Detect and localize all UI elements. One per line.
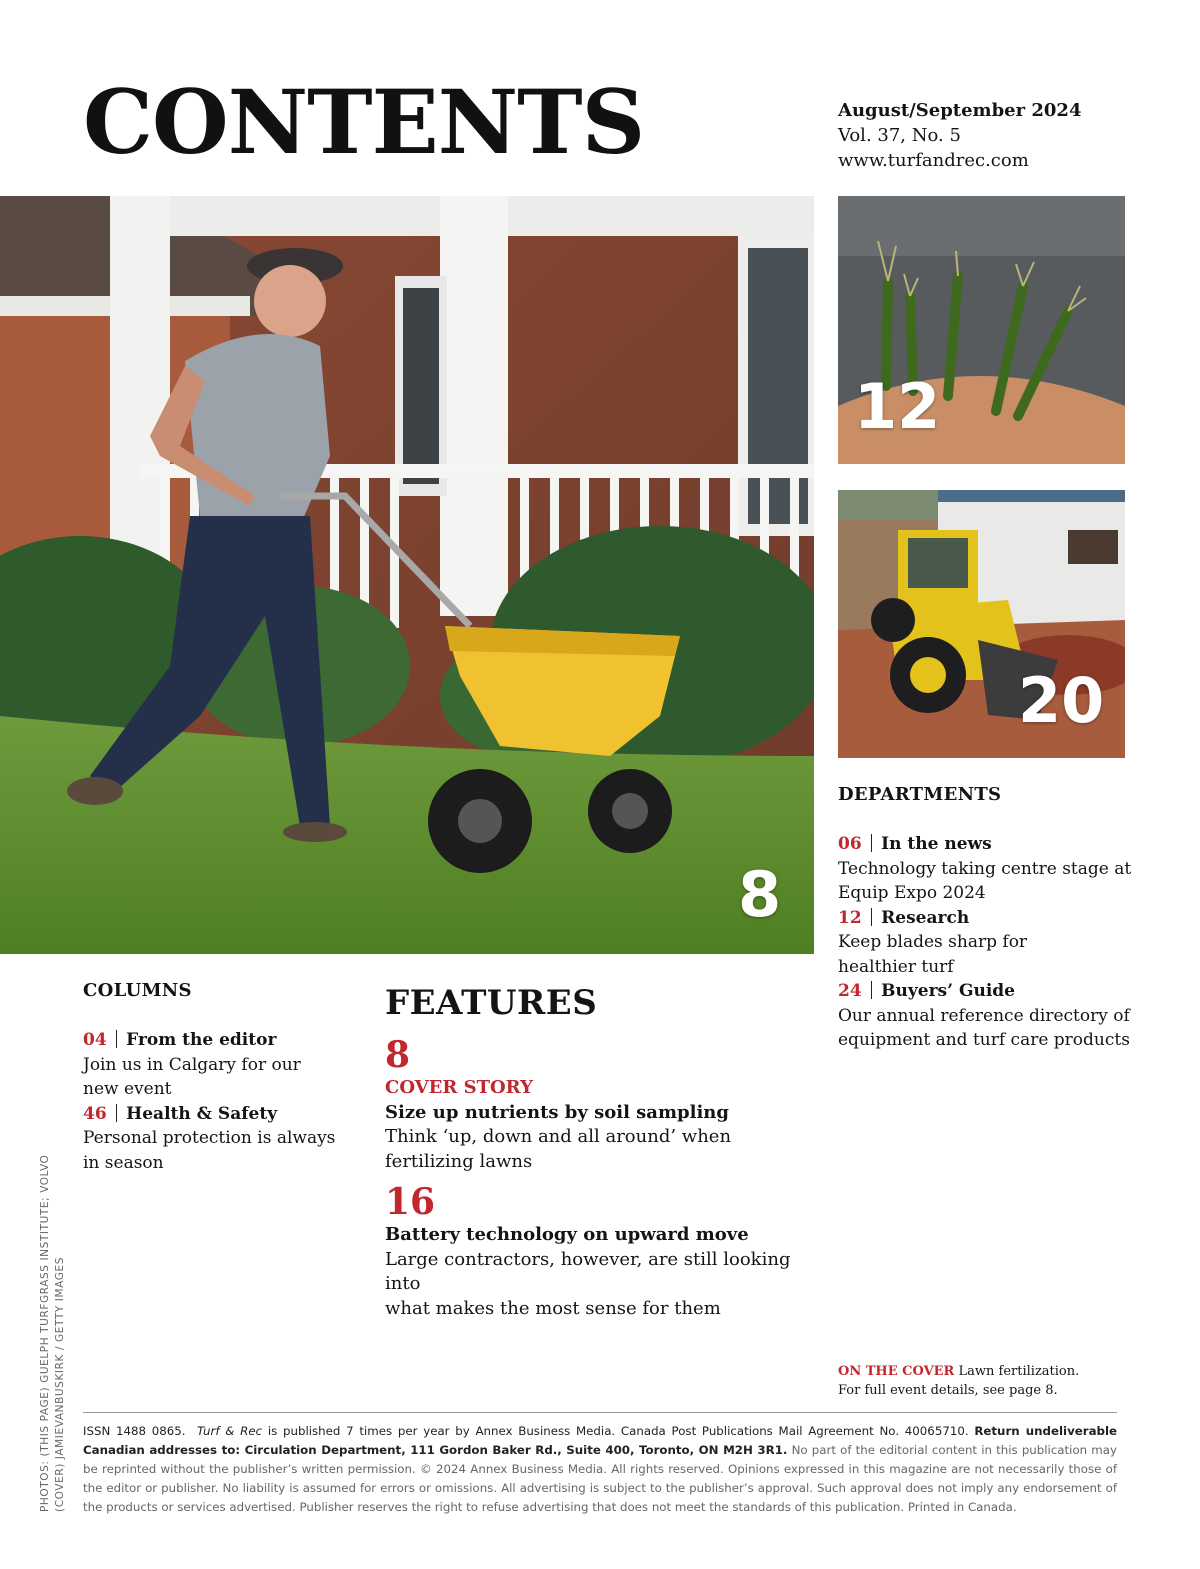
department-item[interactable]: [838, 906, 1138, 980]
disclaimer: No part of the editorial content in this publication may be reprinted without the publisher’s written permission. © 2024 Annex Business Media. All rights reserved. Opinions expressed in this magazine are not necessarily those of the editor or publisher. No liability is assumed for errors or omissions. All advertising is subject to the publisher’s approval. Such approval does not imply any endorsement of the products or services advertised. Publisher reserves the right to refuse advertising that does not meet the standards of this publication. Printed in Canada.: [83, 1443, 1118, 1514]
department-page: 24: [838, 981, 862, 1001]
divider: [116, 1104, 118, 1122]
feature-page: 16: [385, 1181, 436, 1223]
publication-info: is published 7 times per year by Annex Business Media. Canada Post Publications Mail Agreement No. 40065710.: [267, 1424, 969, 1438]
columns-heading: COLUMNS: [83, 980, 192, 1001]
feature-kicker: COVER STORY: [385, 1077, 533, 1098]
grass-photo-page-number: 12: [854, 370, 941, 443]
feature-item[interactable]: [385, 1181, 825, 1321]
column-item[interactable]: [83, 1028, 363, 1102]
feature-title: Size up nutrients by soil sampling: [385, 1101, 729, 1123]
column-page: 04: [83, 1030, 107, 1050]
department-desc: healthier turf: [838, 956, 954, 977]
feature-title: Battery technology on upward move: [385, 1224, 749, 1245]
department-item[interactable]: [838, 832, 1138, 906]
issue-volume: Vol. 37, No. 5: [838, 125, 961, 146]
cover-note-text: For full event details, see page 8.: [838, 1383, 1058, 1398]
departments-list: [838, 832, 1138, 1053]
column-desc: new event: [83, 1079, 172, 1099]
department-title: Research: [881, 907, 970, 928]
cover-note-text: Lawn fertilization.: [958, 1364, 1080, 1379]
department-item[interactable]: [838, 979, 1138, 1053]
department-page: 06: [838, 834, 862, 854]
department-desc: Our annual reference directory of: [838, 1005, 1130, 1026]
divider: [871, 834, 873, 852]
loader-photo-page-number: 20: [1018, 664, 1105, 737]
photo-credit-line: (COVER) JAMIEVANBUSKIRK / GETTY IMAGES: [54, 1257, 66, 1512]
features-heading: FEATURES: [385, 983, 598, 1023]
website[interactable]: www.turfandrec.com: [838, 150, 1029, 171]
feature-page: 8: [385, 1034, 411, 1076]
photo-credit-line: PHOTOS: (THIS PAGE) GUELPH TURFGRASS INSTITUTE; VOLVO: [39, 1154, 51, 1512]
department-desc: equipment and turf care products: [838, 1030, 1130, 1050]
loader-photo: [838, 490, 1125, 758]
cover-note-label: ON THE COVER: [838, 1364, 955, 1379]
department-desc: Equip Expo 2024: [838, 883, 986, 903]
column-desc: in season: [83, 1152, 164, 1173]
photo-credit: [38, 1155, 68, 1512]
feature-desc: Large contractors, however, are still looking into: [385, 1248, 791, 1294]
footer-legal: [83, 1422, 1117, 1517]
main-photo-image: [0, 196, 814, 954]
cover-note: [838, 1362, 1098, 1400]
feature-desc: fertilizing lawns: [385, 1150, 533, 1172]
column-desc: Join us in Calgary for our: [83, 1054, 301, 1075]
divider: [871, 981, 873, 999]
column-desc: Personal protection is always: [83, 1128, 336, 1148]
grass-blades-photo: [838, 196, 1125, 464]
feature-item[interactable]: [385, 1034, 825, 1174]
column-title: Health & Safety: [126, 1103, 278, 1124]
return-address: Return undeliverable Canadian addresses to: Circulation Department, 111 Gordon Baker Rd., Suite 400, Toronto, ON M2H 3R1.: [83, 1424, 1118, 1457]
column-item[interactable]: [83, 1102, 363, 1176]
column-title: From the editor: [126, 1030, 277, 1050]
department-desc: Technology taking centre stage at: [838, 858, 1132, 879]
divider: [116, 1030, 118, 1048]
issue-info: [838, 98, 1081, 173]
feature-desc: what makes the most sense for them: [385, 1297, 721, 1319]
magazine-name: Turf & Rec: [197, 1424, 263, 1438]
issue-date: August/September 2024: [838, 100, 1082, 121]
issn: ISSN 1488 0865.: [83, 1424, 186, 1438]
departments-heading: DEPARTMENTS: [838, 784, 1002, 805]
department-title: Buyers’ Guide: [881, 981, 1015, 1001]
department-desc: Keep blades sharp for: [838, 932, 1028, 952]
department-title: In the news: [881, 834, 992, 854]
main-photo-page-number: 8: [738, 858, 782, 931]
department-page: 12: [838, 907, 862, 928]
footer-divider: [83, 1412, 1117, 1413]
page-title: CONTENTS: [83, 70, 645, 174]
feature-desc: Think ‘up, down and all around’ when: [385, 1126, 732, 1147]
main-photo: [0, 196, 814, 954]
column-page: 46: [83, 1103, 107, 1124]
columns-list: [83, 1028, 363, 1175]
divider: [871, 908, 873, 926]
